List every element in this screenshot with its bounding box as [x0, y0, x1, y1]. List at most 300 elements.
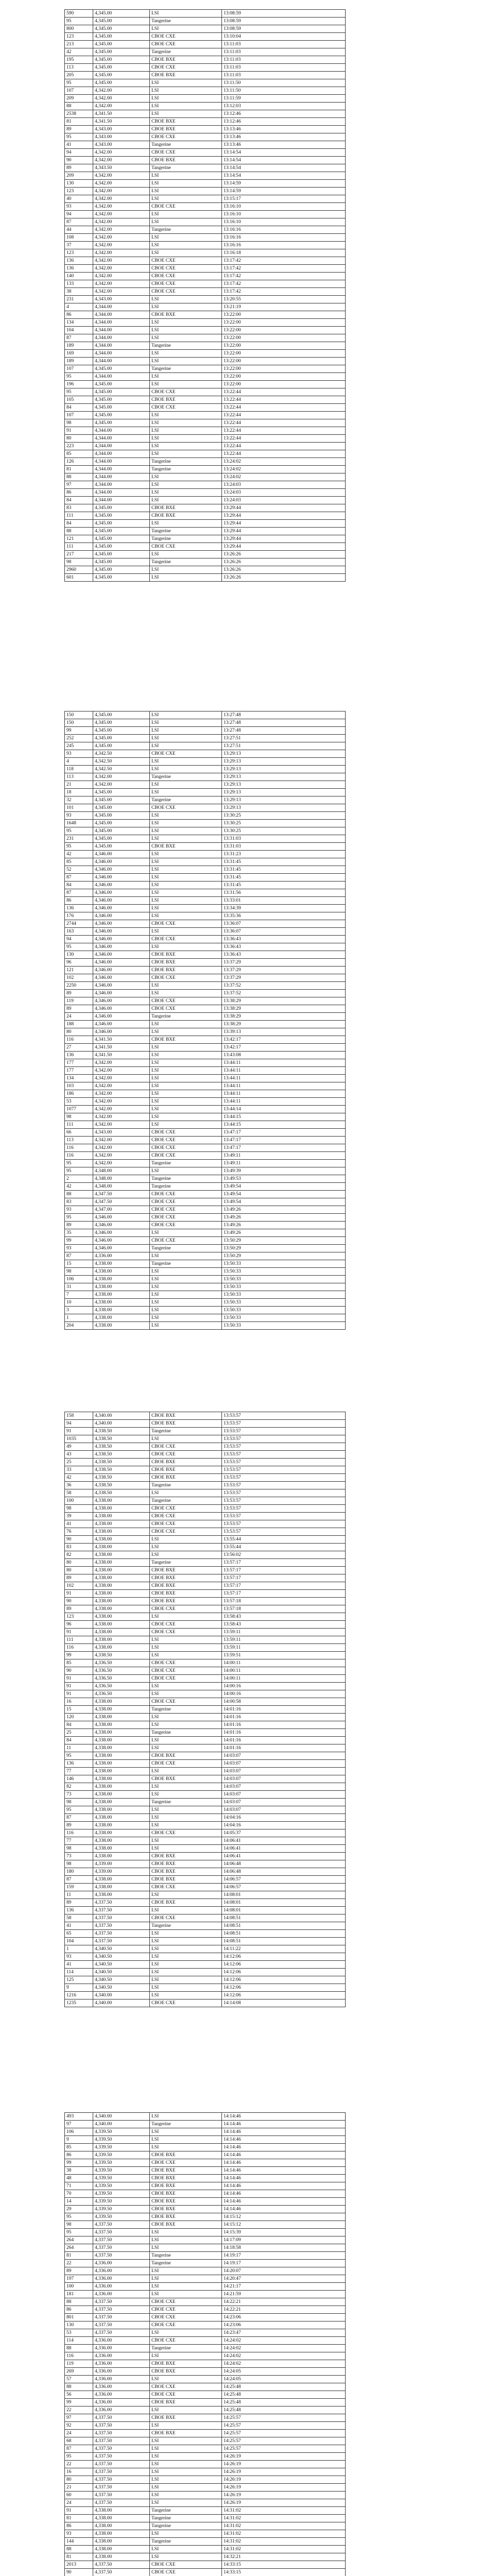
table-row — [65, 2538, 346, 2546]
qty-cell: 86 — [65, 2151, 93, 2159]
price-cell: 4,338.00 — [93, 1636, 150, 1644]
table-row — [65, 967, 346, 974]
table-row — [65, 2306, 346, 2314]
qty-cell: 85 — [65, 2144, 93, 2151]
venue-cell: Tangerine — [150, 1559, 222, 1567]
price-cell: 4,338.00 — [93, 1845, 150, 1853]
price-cell: 4,338.00 — [93, 1283, 150, 1291]
price-cell: 4,345.00 — [93, 843, 150, 851]
qty-cell: 11 — [65, 1744, 93, 1752]
time-cell: 13:22:00 — [222, 327, 346, 334]
time-cell: 13:26:26 — [222, 574, 346, 582]
table-row — [65, 1791, 346, 1799]
qty-cell: 41 — [65, 1922, 93, 1930]
qty-cell: 87 — [65, 334, 93, 342]
table-row — [65, 2198, 346, 2206]
table-row — [65, 1752, 346, 1760]
trade-table-3 — [64, 1412, 345, 2007]
time-cell: 14:00:11 — [222, 1659, 346, 1667]
price-cell: 4,336.00 — [93, 2275, 150, 2283]
time-cell: 13:15:17 — [222, 195, 346, 203]
price-cell: 4,346.00 — [93, 951, 150, 959]
venue-cell: LSI — [150, 358, 222, 365]
price-cell: 4,336.00 — [93, 2399, 150, 2406]
price-cell: 4,336.50 — [93, 1683, 150, 1690]
venue-cell: LSI — [150, 1082, 222, 1090]
time-cell: 14:03:07 — [222, 1806, 346, 1814]
venue-cell: Tangerine — [150, 1706, 222, 1714]
qty-cell: 176 — [65, 912, 93, 920]
price-cell: 4,338.00 — [93, 1714, 150, 1721]
venue-cell: CBOE BXE — [150, 1036, 222, 1044]
time-cell: 14:25:57 — [222, 2422, 346, 2430]
price-cell: 4,336.50 — [93, 1659, 150, 1667]
price-cell: 4,342.00 — [93, 280, 150, 288]
qty-cell: 113 — [65, 1137, 93, 1144]
time-cell: 13:53:57 — [222, 1451, 346, 1459]
price-cell: 4,338.00 — [93, 1737, 150, 1744]
price-cell: 4,338.00 — [93, 2530, 150, 2538]
price-cell: 4,336.00 — [93, 2283, 150, 2291]
venue-cell: LSI — [150, 781, 222, 789]
qty-cell: 98 — [65, 1505, 93, 1513]
qty-cell: 2013 — [65, 2561, 93, 2569]
price-cell: 4,345.00 — [93, 365, 150, 373]
price-cell: 4,338.00 — [93, 1260, 150, 1268]
time-cell: 13:24:03 — [222, 497, 346, 504]
qty-cell: 96 — [65, 959, 93, 967]
qty-cell: 158 — [65, 1412, 93, 1420]
venue-cell: LSI — [150, 1268, 222, 1276]
price-cell: 4,346.00 — [93, 882, 150, 889]
time-cell: 13:56:02 — [222, 1551, 346, 1559]
table-row — [65, 2314, 346, 2321]
price-cell: 4,344.00 — [93, 466, 150, 473]
venue-cell: LSI — [150, 551, 222, 558]
qty-cell: 35 — [65, 1229, 93, 1237]
venue-cell: Tangerine — [150, 2538, 222, 2546]
time-cell: 13:38:29 — [222, 1005, 346, 1013]
qty-cell: 80 — [65, 1559, 93, 1567]
time-cell: 14:26:19 — [222, 2461, 346, 2468]
table-row — [65, 1206, 346, 1214]
price-cell: 4,337.50 — [93, 2306, 150, 2314]
price-cell: 4,338.00 — [93, 1791, 150, 1799]
table-row — [65, 1082, 346, 1090]
venue-cell: LSI — [150, 2128, 222, 2136]
time-cell: 14:25:48 — [222, 2391, 346, 2399]
venue-cell: LSI — [150, 711, 222, 719]
qty-cell: 88 — [65, 528, 93, 535]
qty-cell: 150 — [65, 711, 93, 719]
table-row — [65, 419, 346, 427]
price-cell: 4,342.00 — [93, 157, 150, 164]
table-row — [65, 1067, 346, 1075]
time-cell: 14:04:16 — [222, 1814, 346, 1822]
qty-cell: 10 — [65, 1299, 93, 1307]
price-cell: 4,336.50 — [93, 1675, 150, 1683]
qty-cell: 15 — [65, 1260, 93, 1268]
venue-cell: LSI — [150, 990, 222, 997]
price-cell: 4,338.00 — [93, 1629, 150, 1636]
qty-cell: 133 — [65, 280, 93, 288]
venue-cell: CBOE BXE — [150, 959, 222, 967]
qty-cell: 84 — [65, 882, 93, 889]
price-cell: 4,338.00 — [93, 1829, 150, 1837]
time-cell: 14:03:07 — [222, 1752, 346, 1760]
price-cell: 4,340.00 — [93, 1999, 150, 2007]
qty-cell: 94 — [65, 1420, 93, 1428]
qty-cell: 1035 — [65, 1435, 93, 1443]
table-row — [65, 2167, 346, 2175]
venue-cell: CBOE CXE — [150, 1884, 222, 1891]
time-cell: 13:50:33 — [222, 1299, 346, 1307]
venue-cell: LSI — [150, 1435, 222, 1443]
qty-cell: 120 — [65, 1714, 93, 1721]
time-cell: 14:14:46 — [222, 2190, 346, 2198]
time-cell: 13:27:51 — [222, 735, 346, 742]
table-row — [65, 1652, 346, 1659]
venue-cell: Tangerine — [150, 2260, 222, 2267]
price-cell: 4,337.50 — [93, 2422, 150, 2430]
time-cell: 13:12:03 — [222, 103, 346, 110]
time-cell: 14:26:19 — [222, 2492, 346, 2499]
time-cell: 13:14:54 — [222, 164, 346, 172]
price-cell: 4,338.50 — [93, 1652, 150, 1659]
qty-cell: 93 — [65, 1953, 93, 1961]
qty-cell: 81 — [65, 466, 93, 473]
venue-cell: LSI — [150, 866, 222, 874]
time-cell: 13:16:16 — [222, 234, 346, 242]
table-row — [65, 827, 346, 835]
time-cell: 14:06:48 — [222, 1860, 346, 1868]
table-row — [65, 1435, 346, 1443]
venue-cell: LSI — [150, 195, 222, 203]
qty-cell: 123 — [65, 188, 93, 195]
time-cell: 13:38:29 — [222, 1013, 346, 1021]
table-row — [65, 874, 346, 882]
time-cell: 13:11:03 — [222, 72, 346, 79]
price-cell: 4,344.00 — [93, 334, 150, 342]
table-row — [65, 1198, 346, 1206]
table-row — [65, 2113, 346, 2121]
qty-cell: 68 — [65, 2437, 93, 2445]
price-cell: 4,338.50 — [93, 1474, 150, 1482]
table-row — [65, 373, 346, 381]
venue-cell: LSI — [150, 1052, 222, 1059]
qty-cell: 98 — [65, 1845, 93, 1853]
venue-cell: LSI — [150, 1059, 222, 1067]
time-cell: 14:11:22 — [222, 1945, 346, 1953]
venue-cell: CBOE BXE — [150, 2360, 222, 2368]
qty-cell: 118 — [65, 766, 93, 773]
venue-cell: CBOE CXE — [150, 750, 222, 758]
price-cell: 4,345.00 — [93, 520, 150, 528]
price-cell: 4,345.00 — [93, 820, 150, 827]
qty-cell: 66 — [65, 1129, 93, 1137]
qty-cell: 70 — [65, 2190, 93, 2198]
qty-cell: 95 — [65, 388, 93, 396]
venue-cell: LSI — [150, 350, 222, 358]
venue-cell: CBOE CXE — [150, 997, 222, 1005]
qty-cell: 95 — [65, 1160, 93, 1167]
venue-cell: LSI — [150, 1845, 222, 1853]
price-cell: 4,344.00 — [93, 443, 150, 450]
price-cell: 4,345.00 — [93, 41, 150, 48]
price-cell: 4,337.50 — [93, 2244, 150, 2252]
time-cell: 13:50:29 — [222, 1237, 346, 1245]
venue-cell: CBOE BXE — [150, 1459, 222, 1466]
table-row — [65, 365, 346, 373]
table-row — [65, 1914, 346, 1922]
time-cell: 13:59:51 — [222, 1652, 346, 1659]
qty-cell: 85 — [65, 450, 93, 458]
qty-cell: 86 — [65, 897, 93, 905]
table-row — [65, 1992, 346, 1999]
time-cell: 14:12:06 — [222, 1961, 346, 1969]
table-row — [65, 1005, 346, 1013]
time-cell: 14:24:02 — [222, 2337, 346, 2345]
price-cell: 4,337.50 — [93, 2499, 150, 2507]
time-cell: 13:50:33 — [222, 1268, 346, 1276]
price-cell: 4,348.00 — [93, 1175, 150, 1183]
time-cell: 13:58:43 — [222, 1621, 346, 1629]
price-cell: 4,345.00 — [93, 543, 150, 551]
venue-cell: LSI — [150, 2476, 222, 2484]
qty-cell: 245 — [65, 742, 93, 750]
table-row — [65, 1714, 346, 1721]
table-row — [65, 164, 346, 172]
venue-cell: Tangerine — [150, 1729, 222, 1737]
venue-cell: CBOE BXE — [150, 1598, 222, 1605]
time-cell: 13:27:48 — [222, 719, 346, 727]
venue-cell: LSI — [150, 2244, 222, 2252]
venue-cell: Tangerine — [150, 528, 222, 535]
time-cell: 13:22:00 — [222, 350, 346, 358]
time-cell: 14:12:06 — [222, 1992, 346, 1999]
venue-cell: CBOE CXE — [150, 280, 222, 288]
qty-cell: 111 — [65, 512, 93, 520]
venue-cell: CBOE CXE — [150, 1214, 222, 1222]
trade-table-4 — [64, 2112, 345, 2576]
time-cell: 13:31:56 — [222, 889, 346, 897]
venue-cell: LSI — [150, 912, 222, 920]
qty-cell: 53 — [65, 1098, 93, 1106]
table-row — [65, 2476, 346, 2484]
time-cell: 13:50:29 — [222, 1245, 346, 1252]
venue-cell: Tangerine — [150, 141, 222, 149]
qty-cell: 29 — [65, 2206, 93, 2213]
qty-cell: 97 — [65, 2121, 93, 2128]
venue-cell: CBOE CXE — [150, 1698, 222, 1706]
time-cell: 14:08:51 — [222, 1938, 346, 1945]
price-cell: 4,338.00 — [93, 1799, 150, 1806]
venue-cell: LSI — [150, 1291, 222, 1299]
venue-cell: LSI — [150, 2437, 222, 2445]
qty-cell: 76 — [65, 1528, 93, 1536]
qty-cell: 33 — [65, 1466, 93, 1474]
venue-cell: LSI — [150, 1322, 222, 1330]
qty-cell: 36 — [65, 1482, 93, 1489]
venue-cell: LSI — [150, 242, 222, 249]
price-cell: 4,340.00 — [93, 1412, 150, 1420]
price-cell: 4,336.00 — [93, 2260, 150, 2267]
venue-cell: CBOE CXE — [150, 1191, 222, 1198]
venue-cell: CBOE CXE — [150, 543, 222, 551]
time-cell: 13:11:03 — [222, 41, 346, 48]
price-cell: 4,340.50 — [93, 1945, 150, 1953]
venue-cell: CBOE CXE — [150, 257, 222, 265]
price-cell: 4,340.50 — [93, 1976, 150, 1984]
table-row — [65, 1229, 346, 1237]
table-row — [65, 543, 346, 551]
qty-cell: 48 — [65, 2175, 93, 2182]
table-row — [65, 812, 346, 820]
venue-cell: CBOE CXE — [150, 1659, 222, 1667]
price-cell: 4,338.50 — [93, 1435, 150, 1443]
qty-cell: 163 — [65, 928, 93, 936]
venue-cell: CBOE CXE — [150, 2561, 222, 2569]
table-row — [65, 2461, 346, 2468]
time-cell: 13:17:42 — [222, 280, 346, 288]
qty-cell: 95 — [65, 843, 93, 851]
price-cell: 4,345.00 — [93, 742, 150, 750]
table-row — [65, 1806, 346, 1814]
table-row — [65, 381, 346, 388]
price-cell: 4,338.00 — [93, 1698, 150, 1706]
qty-cell: 105 — [65, 396, 93, 404]
price-cell: 4,344.00 — [93, 327, 150, 334]
venue-cell: LSI — [150, 727, 222, 735]
time-cell: 13:08:59 — [222, 10, 346, 18]
time-cell: 13:16:10 — [222, 203, 346, 211]
table-row — [65, 489, 346, 497]
price-cell: 4,346.00 — [93, 928, 150, 936]
qty-cell: 1077 — [65, 1106, 93, 1113]
table-row — [65, 1044, 346, 1052]
qty-cell: 121 — [65, 967, 93, 974]
price-cell: 4,338.00 — [93, 1891, 150, 1899]
qty-cell: 87 — [65, 1252, 93, 1260]
price-cell: 4,346.00 — [93, 974, 150, 982]
qty-cell: 113 — [65, 64, 93, 72]
qty-cell: 42 — [65, 1474, 93, 1482]
qty-cell: 140 — [65, 273, 93, 280]
time-cell: 14:14:46 — [222, 2144, 346, 2151]
time-cell: 14:00:11 — [222, 1667, 346, 1675]
qty-cell: 85 — [65, 1659, 93, 1667]
table-row — [65, 2499, 346, 2507]
table-row — [65, 2213, 346, 2221]
time-cell: 14:05:37 — [222, 1829, 346, 1837]
table-row — [65, 2492, 346, 2499]
venue-cell: LSI — [150, 1276, 222, 1283]
qty-cell: 114 — [65, 2337, 93, 2345]
qty-cell: 93 — [65, 1245, 93, 1252]
price-cell: 4,346.00 — [93, 874, 150, 882]
time-cell: 13:55:44 — [222, 1544, 346, 1551]
price-cell: 4,338.00 — [93, 1291, 150, 1299]
time-cell: 13:31:45 — [222, 882, 346, 889]
qty-cell: 101 — [65, 804, 93, 812]
price-cell: 4,338.00 — [93, 1574, 150, 1582]
time-cell: 13:53:57 — [222, 1513, 346, 1520]
venue-cell: Tangerine — [150, 558, 222, 566]
price-cell: 4,345.00 — [93, 735, 150, 742]
price-cell: 4,338.00 — [93, 2553, 150, 2561]
price-cell: 4,340.00 — [93, 2121, 150, 2128]
table-row — [65, 1938, 346, 1945]
venue-cell: LSI — [150, 928, 222, 936]
price-cell: 4,346.00 — [93, 858, 150, 866]
price-cell: 4,339.50 — [93, 2175, 150, 2182]
qty-cell: 88 — [65, 2298, 93, 2306]
time-cell: 14:01:16 — [222, 1737, 346, 1744]
venue-cell: LSI — [150, 10, 222, 18]
venue-cell: Tangerine — [150, 458, 222, 466]
qty-cell: 53 — [65, 2329, 93, 2337]
table-row — [65, 1783, 346, 1791]
time-cell: 14:08:51 — [222, 1922, 346, 1930]
price-cell: 4,342.00 — [93, 188, 150, 195]
qty-cell: 84 — [65, 497, 93, 504]
venue-cell: CBOE CXE — [150, 936, 222, 943]
time-cell: 13:49:53 — [222, 1175, 346, 1183]
venue-cell: LSI — [150, 1969, 222, 1976]
qty-cell: 107 — [65, 412, 93, 419]
price-cell: 4,345.00 — [93, 10, 150, 18]
venue-cell: Tangerine — [150, 226, 222, 234]
venue-cell: LSI — [150, 1938, 222, 1945]
price-cell: 4,342.00 — [93, 265, 150, 273]
time-cell: 13:08:59 — [222, 25, 346, 33]
table-row — [65, 2291, 346, 2298]
time-cell: 13:31:03 — [222, 835, 346, 843]
price-cell: 4,336.00 — [93, 2337, 150, 2345]
venue-cell: CBOE CXE — [150, 1005, 222, 1013]
table-row — [65, 257, 346, 265]
time-cell: 13:53:57 — [222, 1528, 346, 1536]
price-cell: 4,345.00 — [93, 412, 150, 419]
time-cell: 13:08:59 — [222, 18, 346, 25]
qty-cell: 90 — [65, 157, 93, 164]
price-cell: 4,337.50 — [93, 1938, 150, 1945]
time-cell: 13:44:11 — [222, 1082, 346, 1090]
price-cell: 4,346.00 — [93, 1005, 150, 1013]
time-cell: 13:14:54 — [222, 149, 346, 157]
price-cell: 4,338.00 — [93, 1760, 150, 1768]
venue-cell: LSI — [150, 2546, 222, 2553]
time-cell: 14:03:07 — [222, 1783, 346, 1791]
time-cell: 13:29:44 — [222, 535, 346, 543]
time-cell: 13:17:42 — [222, 273, 346, 280]
venue-cell: LSI — [150, 2453, 222, 2461]
time-cell: 14:24:02 — [222, 2360, 346, 2368]
qty-cell: 800 — [65, 25, 93, 33]
venue-cell: CBOE BXE — [150, 951, 222, 959]
table-row — [65, 2136, 346, 2144]
venue-cell: CBOE BXE — [150, 1868, 222, 1876]
venue-cell: LSI — [150, 1536, 222, 1544]
qty-cell: 90 — [65, 2569, 93, 2576]
table-row — [65, 1137, 346, 1144]
venue-cell: Tangerine — [150, 1183, 222, 1191]
qty-cell: 111 — [65, 1636, 93, 1644]
time-cell: 13:14:59 — [222, 188, 346, 195]
table-row — [65, 350, 346, 358]
price-cell: 4,342.00 — [93, 1098, 150, 1106]
table-row — [65, 1659, 346, 1667]
